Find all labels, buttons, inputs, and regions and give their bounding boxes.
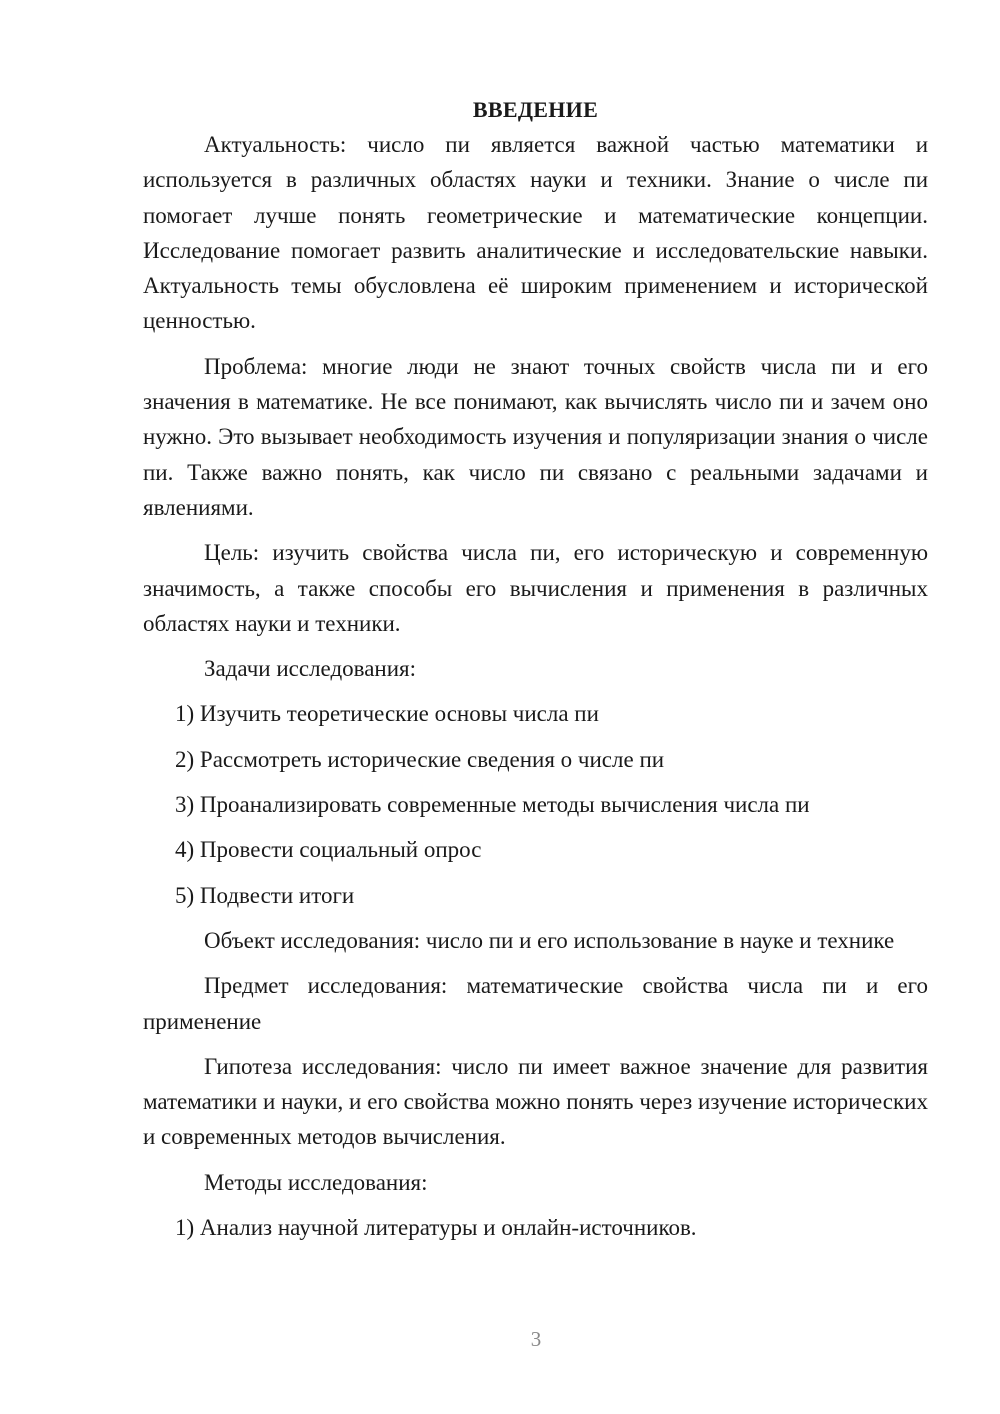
- list-item: 5) Подвести итоги: [175, 882, 355, 908]
- tasks-heading: Задачи исследования:: [204, 656, 417, 682]
- paragraph-goal: Цель: изучить свойства числа пи, его историческую и современную значимость, а также способы его вычисления и применения в различных областях науки и техники.: [143, 540, 928, 636]
- document-page: [143, 92, 928, 1245]
- methods-list: [143, 1210, 928, 1245]
- paragraph-object: Объект исследования: число пи и его использование в науке и технике: [204, 927, 895, 953]
- list-item: 3) Проанализировать современные методы вычисления числа пи: [175, 792, 810, 818]
- methods-heading: Методы исследования:: [204, 1169, 428, 1195]
- list-item: 4) Провести социальный опрос: [175, 837, 482, 863]
- paragraph-hypothesis: Гипотеза исследования: число пи имеет важное значение для развития математики и науки, и его свойства можно понять через изучение исторических и современных методов вычисления.: [143, 1053, 928, 1150]
- paragraph-relevance: Актуальность: число пи является важной частью математики и используется в различных областях науки и техники. Знание о числе пи помогает лучше понять геометрические и математические концепции. Исследование помогает развить аналитические и исследовательские навыки. Актуальность темы обусловлена её широким применением и исторической ценностью.: [143, 132, 928, 334]
- page-number: 3: [530, 1327, 542, 1351]
- tasks-list: [143, 696, 928, 912]
- paragraph-problem: Проблема: многие люди не знают точных свойств числа пи и его значения в математике. Не все понимают, как вычислять число пи и зачем оно нужно. Это вызывает необходимость изучения и популяризации знания о числе пи. Также важно понять, как число пи связано с реальными задачами и явлениями.: [143, 353, 928, 520]
- list-item: 2) Рассмотреть исторические сведения о числе пи: [175, 746, 665, 772]
- section-title: ВВЕДЕНИЕ: [472, 97, 599, 122]
- list-item: 1) Изучить теоретические основы числа пи: [175, 701, 599, 727]
- list-item: 1) Анализ научной литературы и онлайн-источников.: [175, 1215, 697, 1241]
- paragraph-subject: Предмет исследования: математические свойства числа пи и его применение: [143, 973, 928, 1034]
